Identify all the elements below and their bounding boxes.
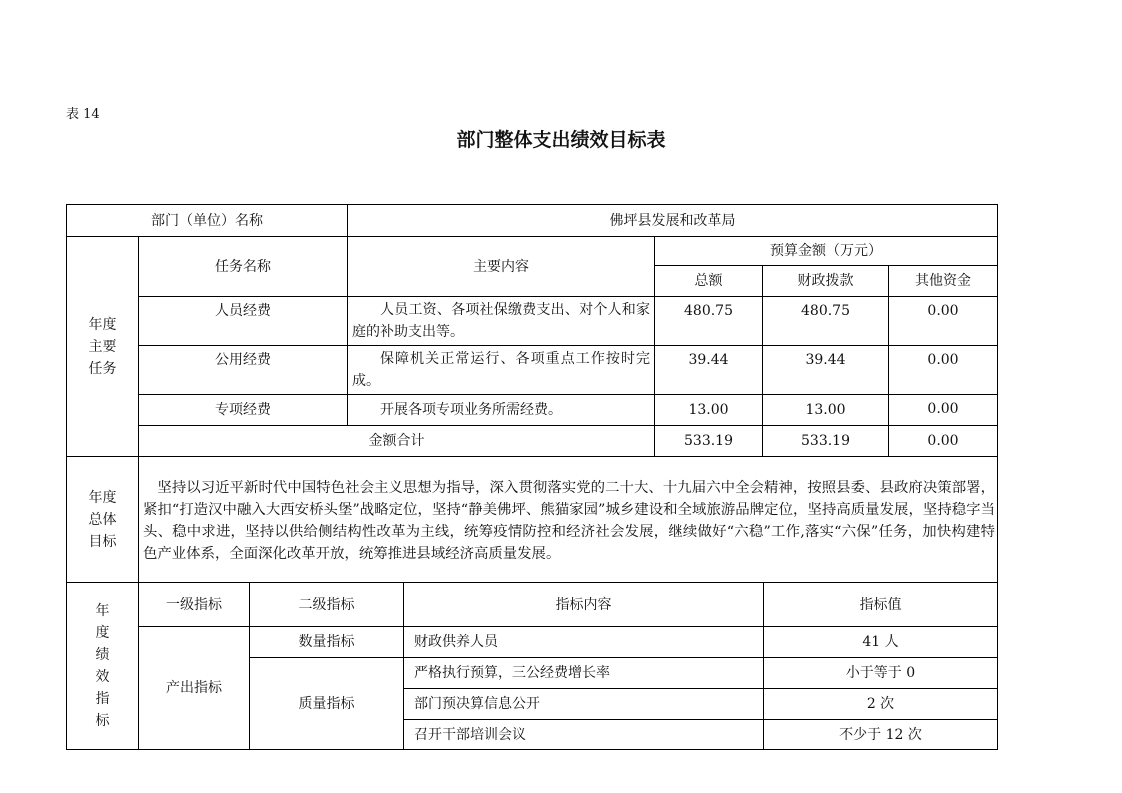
col-fiscal-text: 财政拨款	[797, 273, 854, 289]
task-row-3-name	[138, 394, 348, 426]
indicators-label-line-4: 效	[95, 669, 110, 685]
level2-quantity: 数量指标	[298, 634, 355, 650]
dept-label: 部门（单位）名称	[151, 212, 263, 229]
task-row-2-content-text: 保障机关正常运行、各项重点工作按时完成。	[352, 351, 650, 389]
task-row-3-fiscal-text: 13.00	[805, 402, 846, 418]
task-row-1-fiscal-text: 480.75	[801, 303, 850, 319]
sum-total: 533.19	[684, 433, 733, 449]
indicator-row-4-value-text: 不少于 12 次	[839, 726, 922, 743]
task-row-2-other	[888, 345, 998, 395]
task-row-1-total-text: 480.75	[684, 303, 733, 319]
tasks-section-label	[66, 236, 139, 457]
col-task-name-text: 任务名称	[215, 258, 271, 275]
indicators-label-line-3: 绩	[95, 647, 110, 663]
task-row-3-content	[347, 394, 655, 426]
indicator-row-2-content-text: 严格执行预算，三公经费增长率	[414, 665, 610, 681]
sum-fiscal-cell	[762, 425, 889, 457]
tasks-label-line-2: 主要	[88, 338, 117, 355]
sum-fiscal: 533.19	[801, 433, 850, 449]
tasks-label-line-3: 任务	[88, 360, 117, 377]
indicators-label-line-2: 度	[95, 625, 110, 641]
task-row-2-fiscal	[762, 345, 889, 395]
level2-quality-cell	[249, 657, 404, 750]
task-row-2-other-text: 0.00	[927, 352, 959, 368]
col-main-content-text: 主要内容	[473, 258, 529, 275]
goal-section-label	[66, 456, 139, 583]
task-row-1-other-text: 0.00	[927, 303, 959, 319]
col-indicator-content-text: 指标内容	[555, 596, 612, 613]
task-row-3-total-text: 13.00	[688, 402, 729, 418]
indicator-row-2-value	[763, 657, 998, 689]
task-row-3-name-text: 专项经费	[215, 402, 271, 418]
dept-name-cell	[347, 204, 998, 237]
indicator-row-4-content-text: 召开干部培训会议	[414, 726, 526, 743]
task-row-2-fiscal-text: 39.44	[805, 352, 846, 368]
budget-amount-text: 预算金额（万元）	[770, 243, 882, 259]
indicators-label-line-5: 指	[95, 691, 110, 707]
col-indicator-value-text: 指标值	[859, 596, 902, 613]
goal-text-cell	[138, 456, 998, 583]
task-row-1-fiscal	[762, 296, 889, 346]
task-row-2-name	[138, 345, 348, 395]
col-other-header	[888, 265, 998, 297]
indicators-label-line-1: 年	[95, 603, 110, 619]
task-row-3-other-text: 0.00	[927, 401, 959, 417]
indicator-row-4-value	[763, 719, 998, 750]
sum-total-cell	[654, 425, 763, 457]
dept-name: 佛坪县发展和改革局	[609, 212, 736, 229]
indicator-row-1-value	[763, 626, 998, 658]
level1-output: 产出指标	[166, 680, 222, 696]
col-fiscal-header	[762, 265, 889, 297]
col-level2-text: 二级指标	[298, 596, 355, 613]
indicator-row-1-content	[403, 626, 764, 658]
task-row-3-total	[654, 394, 763, 426]
sum-label: 金额合计	[368, 433, 425, 449]
col-total-text: 总额	[694, 273, 723, 289]
indicator-row-3-content-text: 部门预决算信息公开	[414, 696, 540, 712]
task-row-2-total	[654, 345, 763, 395]
col-level1-text: 一级指标	[166, 596, 222, 613]
sum-label-cell	[138, 425, 655, 457]
indicator-row-1-content-text: 财政供养人员	[414, 634, 498, 650]
col-indicator-value-header	[763, 582, 998, 627]
indicators-label-line-6: 标	[95, 713, 110, 729]
level2-quantity-cell	[249, 626, 404, 658]
dept-label-cell	[66, 204, 348, 237]
indicator-row-2-value-text: 小于等于 0	[845, 665, 916, 681]
col-total-header	[654, 265, 763, 297]
tasks-label-line-1: 年度	[88, 316, 117, 333]
task-row-1-other	[888, 296, 998, 346]
indicator-row-3-content	[403, 688, 764, 720]
task-row-2-content	[347, 345, 655, 395]
indicator-row-3-value	[763, 688, 998, 720]
budget-amount-header	[654, 236, 998, 266]
goal-text: 坚持以习近平新时代中国特色社会主义思想为指导，深入贯彻落实党的二十大、十九届六中全会精神，按照县委、县政府决策部署，紧扣“打造汉中融入大西安桥头堡”战略定位，坚持“静美佛坪、熊猫家园”城乡建设和全域旅游品牌定位，坚持高质量发展，坚持稳字当头、稳中求进，坚持以供给侧结构性改革为主线，统筹疫情防控和经济社会发展，继续做好“六稳”工作,落实“六保”任务，加快构建特色产业体系，全面深化改革开放，统筹推进县域经济高质量发展。	[143, 480, 995, 562]
goal-label-line-3: 目标	[88, 533, 117, 550]
col-level1-header	[138, 582, 250, 627]
indicator-row-4-content	[403, 719, 764, 750]
task-row-1-total	[654, 296, 763, 346]
task-row-1-content-text: 人员工资、各项社保缴费支出、对个人和家庭的补助支出等。	[352, 302, 650, 340]
goal-label-line-2: 总体	[88, 511, 117, 528]
col-level2-header	[249, 582, 404, 627]
task-row-3-other	[888, 394, 998, 426]
level2-quality: 质量指标	[298, 695, 355, 712]
col-indicator-content-header	[403, 582, 764, 627]
task-row-2-name-text: 公用经费	[215, 352, 271, 368]
indicator-row-2-content	[403, 657, 764, 689]
sum-other-cell	[888, 425, 998, 457]
indicator-row-1-value-text: 41 人	[862, 634, 899, 650]
table-number: 表 14	[66, 107, 100, 122]
task-row-1-name	[138, 296, 348, 346]
task-row-2-total-text: 39.44	[688, 352, 729, 368]
page-title: 部门整体支出绩效目标表	[456, 129, 666, 151]
indicator-row-3-value-text: 2 次	[866, 696, 895, 712]
task-row-3-content-text: 开展各项专项业务所需经费。	[380, 402, 562, 418]
task-row-3-fiscal	[762, 394, 889, 426]
col-other-text: 其他资金	[915, 273, 971, 289]
level1-output-cell	[138, 626, 250, 750]
task-row-1-name-text: 人员经费	[215, 303, 271, 319]
col-main-content-header	[347, 236, 655, 297]
goal-label-line-1: 年度	[88, 489, 117, 506]
task-row-1-content	[347, 296, 655, 346]
sum-other: 0.00	[927, 433, 959, 449]
col-task-name-header	[138, 236, 348, 297]
indicators-section-label	[66, 582, 139, 750]
